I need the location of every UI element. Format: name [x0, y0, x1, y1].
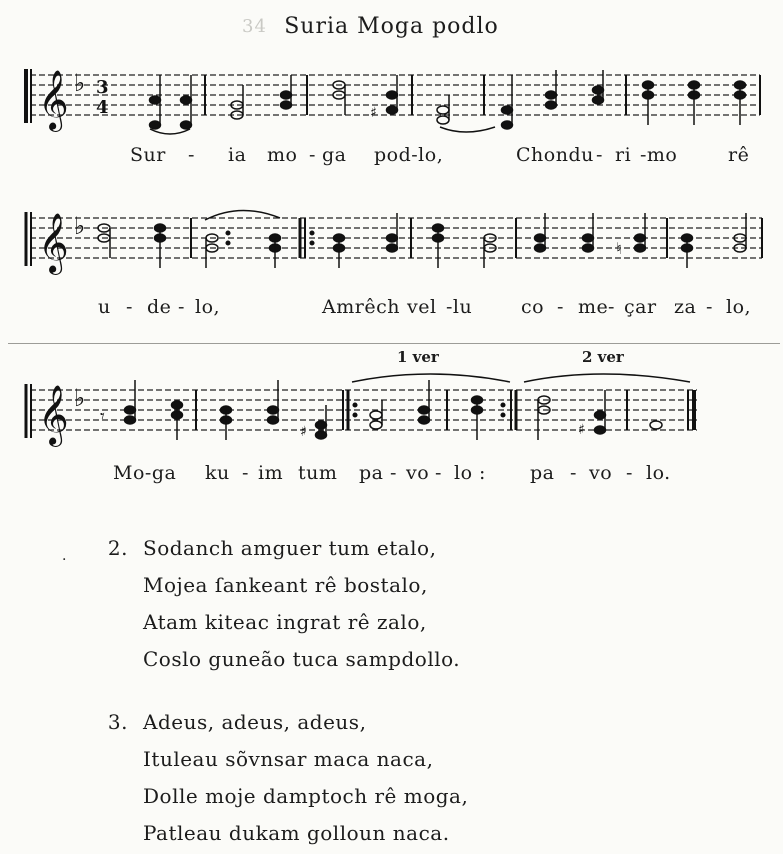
verse-line: Coslo guneão tuca sampdollo. — [143, 647, 461, 671]
lyrics-line-2 — [0, 296, 783, 320]
verse-line: Atam kiteac ingrat rê zalo, — [143, 610, 427, 634]
page-divider — [8, 343, 780, 344]
lyric-syllable: de — [147, 296, 172, 318]
song-title: Suria Moga podlo — [284, 14, 499, 39]
lyric-syllable: ga — [322, 144, 347, 166]
verse-number: 3. — [107, 710, 128, 734]
lyric-syllable: pa — [359, 462, 384, 484]
flat-sign: ♭ — [74, 69, 86, 97]
volta-1-label: 1 ver — [397, 348, 439, 366]
lyric-syllable: çar — [624, 296, 657, 318]
treble-clef: 𝄞 — [38, 70, 69, 130]
verse-2 — [88, 530, 728, 680]
verse-line: Dolle moje damptoch rê moga, — [143, 784, 469, 808]
staff-system-3 — [0, 370, 783, 460]
lyric-syllable: tum — [298, 462, 338, 484]
treble-clef: 𝄞 — [38, 385, 69, 445]
lyric-syllable: - — [570, 462, 577, 484]
staff-3 — [0, 370, 783, 460]
lyric-syllable: im — [258, 462, 284, 484]
lyric-syllable: - — [435, 462, 442, 484]
lyric-syllable: mo — [267, 144, 298, 166]
treble-clef: 𝄞 — [38, 213, 69, 273]
svg-text:♯: ♯ — [578, 422, 585, 438]
svg-text:♮: ♮ — [616, 239, 622, 258]
lyric-syllable: za — [674, 296, 697, 318]
verse-line: Adeus, adeus, adeus, — [143, 710, 367, 734]
lyric-syllable: vel — [407, 296, 437, 318]
lyric-syllable: - — [188, 144, 195, 166]
lyric-syllable: pod-lo, — [374, 144, 444, 166]
volta-brackets — [352, 374, 690, 382]
staff-1 — [0, 55, 783, 145]
margin-dot: · — [62, 552, 67, 568]
verse-number: 2. — [107, 536, 128, 560]
lyric-syllable: - — [596, 144, 603, 166]
staff-system-1 — [0, 55, 783, 140]
verse-3 — [88, 704, 728, 854]
lyric-syllable: Amrêch — [322, 296, 400, 318]
lyric-syllable: Mo-ga — [113, 462, 177, 484]
verse-line: Ituleau sõvnsar maca naca, — [143, 747, 434, 771]
page-number: 34 — [242, 16, 267, 37]
lyric-syllable: -mo — [640, 144, 678, 166]
lyric-syllable: - — [390, 462, 397, 484]
lyric-syllable: ku — [205, 462, 230, 484]
verse-line: Patleau dukam golloun naca. — [143, 821, 450, 845]
lyric-syllable: vo — [406, 462, 430, 484]
lyric-syllable: - — [242, 462, 249, 484]
flat-sign: ♭ — [74, 384, 86, 412]
verse-line: Mojea ſankeant rê bostalo, — [143, 573, 428, 597]
flat-sign: ♭ — [74, 212, 86, 240]
lyric-syllable: - — [557, 296, 564, 318]
lyric-syllable: pa — [530, 462, 555, 484]
staff-2 — [0, 198, 783, 288]
notes-2 — [98, 210, 746, 268]
svg-text:♯: ♯ — [300, 424, 307, 440]
time-signature-bottom: 4 — [96, 97, 109, 118]
lyric-syllable: rê — [728, 144, 750, 166]
svg-text:𝄾: 𝄾 — [100, 406, 105, 427]
lyric-syllable: Sur — [130, 144, 166, 166]
lyric-syllable: ri — [615, 144, 632, 166]
lyric-syllable: - — [178, 296, 185, 318]
lyric-syllable: Chondu — [516, 144, 594, 166]
lyric-syllable: lo. — [646, 462, 671, 484]
lyric-syllable: lo, — [726, 296, 752, 318]
lyric-syllable: vo — [589, 462, 613, 484]
lyrics-line-3 — [0, 462, 783, 486]
lyric-syllable: - — [608, 296, 615, 318]
lyric-syllable: -lu — [446, 296, 473, 318]
svg-text:♯: ♯ — [370, 105, 377, 121]
lyric-syllable: lo, — [195, 296, 221, 318]
lyrics-line-1 — [0, 144, 783, 168]
verse-line: Sodanch amguer tum etalo, — [143, 536, 437, 560]
lyric-syllable: ia — [228, 144, 247, 166]
lyric-syllable: - — [626, 462, 633, 484]
lyric-syllable: me — [578, 296, 609, 318]
lyric-syllable: lo : — [454, 462, 486, 484]
lyric-syllable: - — [706, 296, 713, 318]
staff-system-2 — [0, 198, 783, 288]
volta-2-label: 2 ver — [582, 348, 624, 366]
time-signature-top: 3 — [96, 77, 109, 98]
lyric-syllable: - — [309, 144, 316, 166]
lyric-syllable: u — [98, 296, 111, 318]
notes-1 — [150, 70, 746, 134]
lyric-syllable: - — [126, 296, 133, 318]
lyric-syllable: co — [521, 296, 545, 318]
